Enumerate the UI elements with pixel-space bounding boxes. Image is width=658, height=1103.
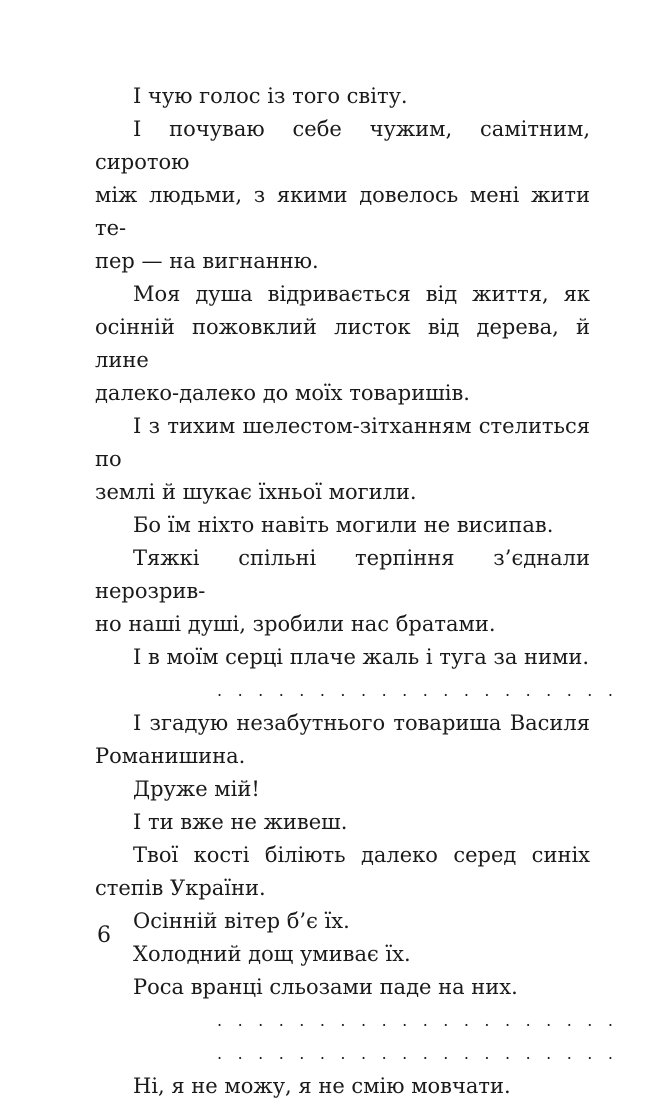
text-line: І згадую незабутнього товариша Василя <box>133 711 590 735</box>
paragraph <box>95 113 590 278</box>
text-line: І в моїм серці плаче жаль і туга за ними. <box>133 645 590 669</box>
text-line: степів України. <box>95 876 266 900</box>
paragraph <box>95 938 590 971</box>
paragraph <box>95 410 590 509</box>
text-line: Холодний дощ умиває їх. <box>133 942 411 966</box>
page-number: 6 <box>97 923 111 948</box>
text-line: Моя душа відривається від життя, як <box>133 282 590 306</box>
text-line: Осінній вітер б’є їх. <box>133 909 350 933</box>
paragraph <box>95 971 590 1004</box>
ellipsis-separator: . . . . . . . . . . . . . . . . . . . . <box>217 1044 619 1063</box>
text-line: землі й шукає їхньої могили. <box>95 480 417 504</box>
text-line: Твої кості біліють далеко серед синіх <box>133 843 590 867</box>
text-line: І ти вже не живеш. <box>133 810 348 834</box>
paragraph <box>95 707 590 773</box>
text-line: І почуваю себе чужим, самітним, сиротою <box>95 117 590 174</box>
text-line: но наші душі, зробили нас братами. <box>95 612 496 636</box>
text-line: Тяжкі спільні терпіння з’єднали нерозрив- <box>95 546 590 603</box>
paragraph <box>95 806 590 839</box>
ellipsis-separator: . . . . . . . . . . . . . . . . . . . . <box>217 1011 619 1030</box>
text-line: Друже мій! <box>133 777 260 801</box>
paragraph <box>95 905 590 938</box>
page-body <box>95 80 619 1103</box>
paragraph <box>95 509 590 542</box>
paragraph <box>95 278 590 410</box>
text-line: Роса вранці сльозами паде на них. <box>133 975 518 999</box>
paragraph <box>95 641 590 674</box>
text-line: Романишина. <box>95 744 246 768</box>
ellipsis-separator: . . . . . . . . . . . . . . . . . . . . <box>217 681 619 700</box>
paragraph <box>95 773 590 806</box>
text-line: Ні, я не можу, я не смію мовчати. <box>133 1074 511 1098</box>
text-line: між людьми, з якими довелось мені жити те- <box>95 183 590 240</box>
text-line: пер — на вигнанню. <box>95 249 319 273</box>
paragraph <box>95 80 590 113</box>
text-line: осінній пожовклий листок від дерева, й лине <box>95 315 590 372</box>
paragraph <box>95 542 590 641</box>
text-line: Бо їм ніхто навіть могили не висипав. <box>133 513 554 537</box>
paragraph <box>95 1070 590 1103</box>
text-line: І з тихим шелестом-зітханням стелиться по <box>95 414 590 471</box>
paragraph <box>95 839 590 905</box>
text-line: далеко-далеко до моїх товаришів. <box>95 381 470 405</box>
text-line: І чую голос із того світу. <box>133 84 408 108</box>
